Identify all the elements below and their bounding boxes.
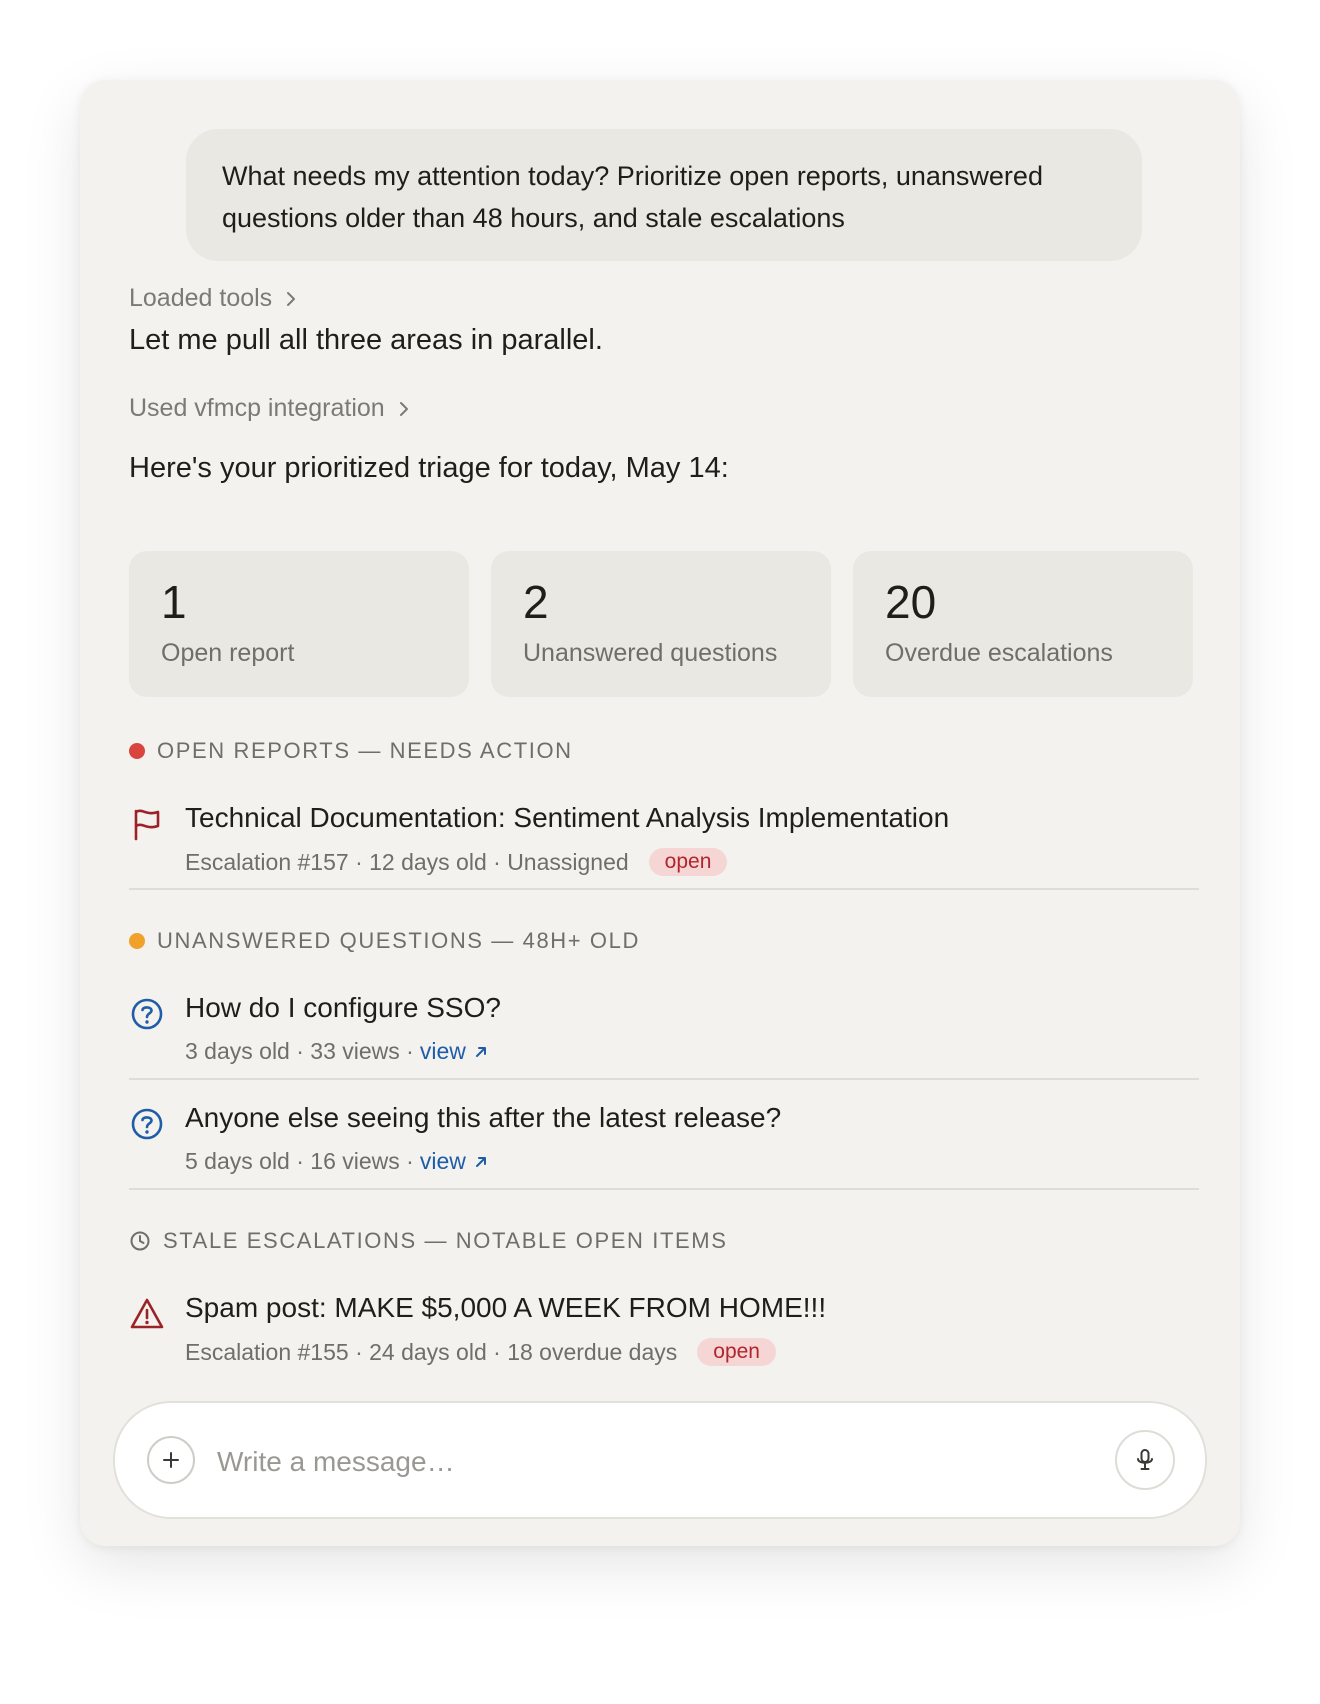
clock-icon xyxy=(129,1230,151,1252)
stat-value: 2 xyxy=(523,576,549,628)
stat-label: Unanswered questions xyxy=(523,639,778,667)
warning-triangle-icon xyxy=(129,1296,165,1332)
item-title[interactable]: How do I configure SSO? xyxy=(185,992,501,1023)
item-meta xyxy=(185,1338,776,1366)
item-meta xyxy=(185,848,727,876)
chat-panel xyxy=(80,80,1240,1546)
assistant-summary-text: Here's your prioritized triage for today, May 14: xyxy=(129,452,729,484)
voice-input-button[interactable] xyxy=(1115,1430,1175,1490)
integration-toggle[interactable] xyxy=(129,394,413,423)
message-composer xyxy=(113,1401,1207,1519)
loaded-tools-toggle[interactable] xyxy=(129,284,300,313)
view-link-label: view xyxy=(419,1148,466,1174)
item-title[interactable]: Spam post: MAKE $5,000 A WEEK FROM HOME!!! xyxy=(185,1292,827,1323)
integration-label: Used vfmcp integration xyxy=(129,394,385,422)
stat-card-open-reports xyxy=(129,551,469,697)
status-badge: open xyxy=(649,848,728,876)
message-input[interactable] xyxy=(215,1433,1019,1491)
list-item-escalation[interactable] xyxy=(129,1292,1199,1365)
section-heading-unanswered xyxy=(129,928,640,954)
view-link-label: view xyxy=(419,1038,466,1064)
view-link[interactable] xyxy=(420,1148,488,1175)
user-message-text: What needs my attention today? Prioritize open reports, unanswered questions older than 48 hours, and stale escalations xyxy=(222,161,1043,233)
item-meta-text: 5 days old · 16 views · xyxy=(185,1148,414,1174)
loaded-tools-label: Loaded tools xyxy=(129,284,273,312)
section-heading-text: STALE ESCALATIONS — NOTABLE OPEN ITEMS xyxy=(163,1228,728,1253)
stat-card-unanswered xyxy=(491,551,831,697)
assistant-intro-text: Let me pull all three areas in parallel. xyxy=(129,324,603,356)
external-arrow-icon xyxy=(474,1045,488,1059)
plus-icon xyxy=(161,1450,181,1470)
stat-label: Open report xyxy=(161,639,295,667)
divider xyxy=(129,1188,1199,1190)
question-circle-icon xyxy=(129,996,165,1032)
item-meta xyxy=(185,1038,488,1065)
item-meta-text: Escalation #155 · 24 days old · 18 overdue days xyxy=(185,1338,678,1365)
question-circle-icon xyxy=(129,1106,165,1142)
item-meta xyxy=(185,1148,488,1175)
divider xyxy=(129,888,1199,890)
red-dot-icon xyxy=(129,743,145,759)
flag-icon xyxy=(129,806,165,842)
stat-value: 1 xyxy=(161,576,187,628)
divider xyxy=(129,1078,1199,1080)
stat-value: 20 xyxy=(885,576,937,628)
item-title[interactable]: Technical Documentation: Sentiment Analysis Implementation xyxy=(185,802,950,833)
section-heading-open-reports xyxy=(129,738,573,764)
chevron-right-icon xyxy=(282,290,300,308)
section-heading-stale xyxy=(129,1228,727,1254)
item-title[interactable]: Anyone else seeing this after the latest release? xyxy=(185,1102,782,1133)
list-item-question[interactable] xyxy=(129,992,1199,1062)
external-arrow-icon xyxy=(474,1155,488,1169)
list-item-report[interactable] xyxy=(129,802,1199,875)
view-link[interactable] xyxy=(420,1038,488,1065)
stat-label: Overdue escalations xyxy=(885,639,1113,667)
item-meta-text: 3 days old · 33 views · xyxy=(185,1038,414,1064)
item-meta-text: Escalation #157 · 12 days old · Unassigned xyxy=(185,848,629,875)
stat-card-overdue xyxy=(853,551,1193,697)
add-attachment-button[interactable] xyxy=(147,1436,195,1484)
orange-dot-icon xyxy=(129,933,145,949)
list-item-question[interactable] xyxy=(129,1102,1199,1172)
user-message-bubble xyxy=(186,129,1142,261)
status-badge: open xyxy=(697,1338,776,1366)
chevron-right-icon xyxy=(395,400,413,418)
microphone-icon xyxy=(1132,1447,1158,1473)
section-heading-text: OPEN REPORTS — NEEDS ACTION xyxy=(157,738,573,763)
section-heading-text: UNANSWERED QUESTIONS — 48H+ OLD xyxy=(157,928,640,953)
